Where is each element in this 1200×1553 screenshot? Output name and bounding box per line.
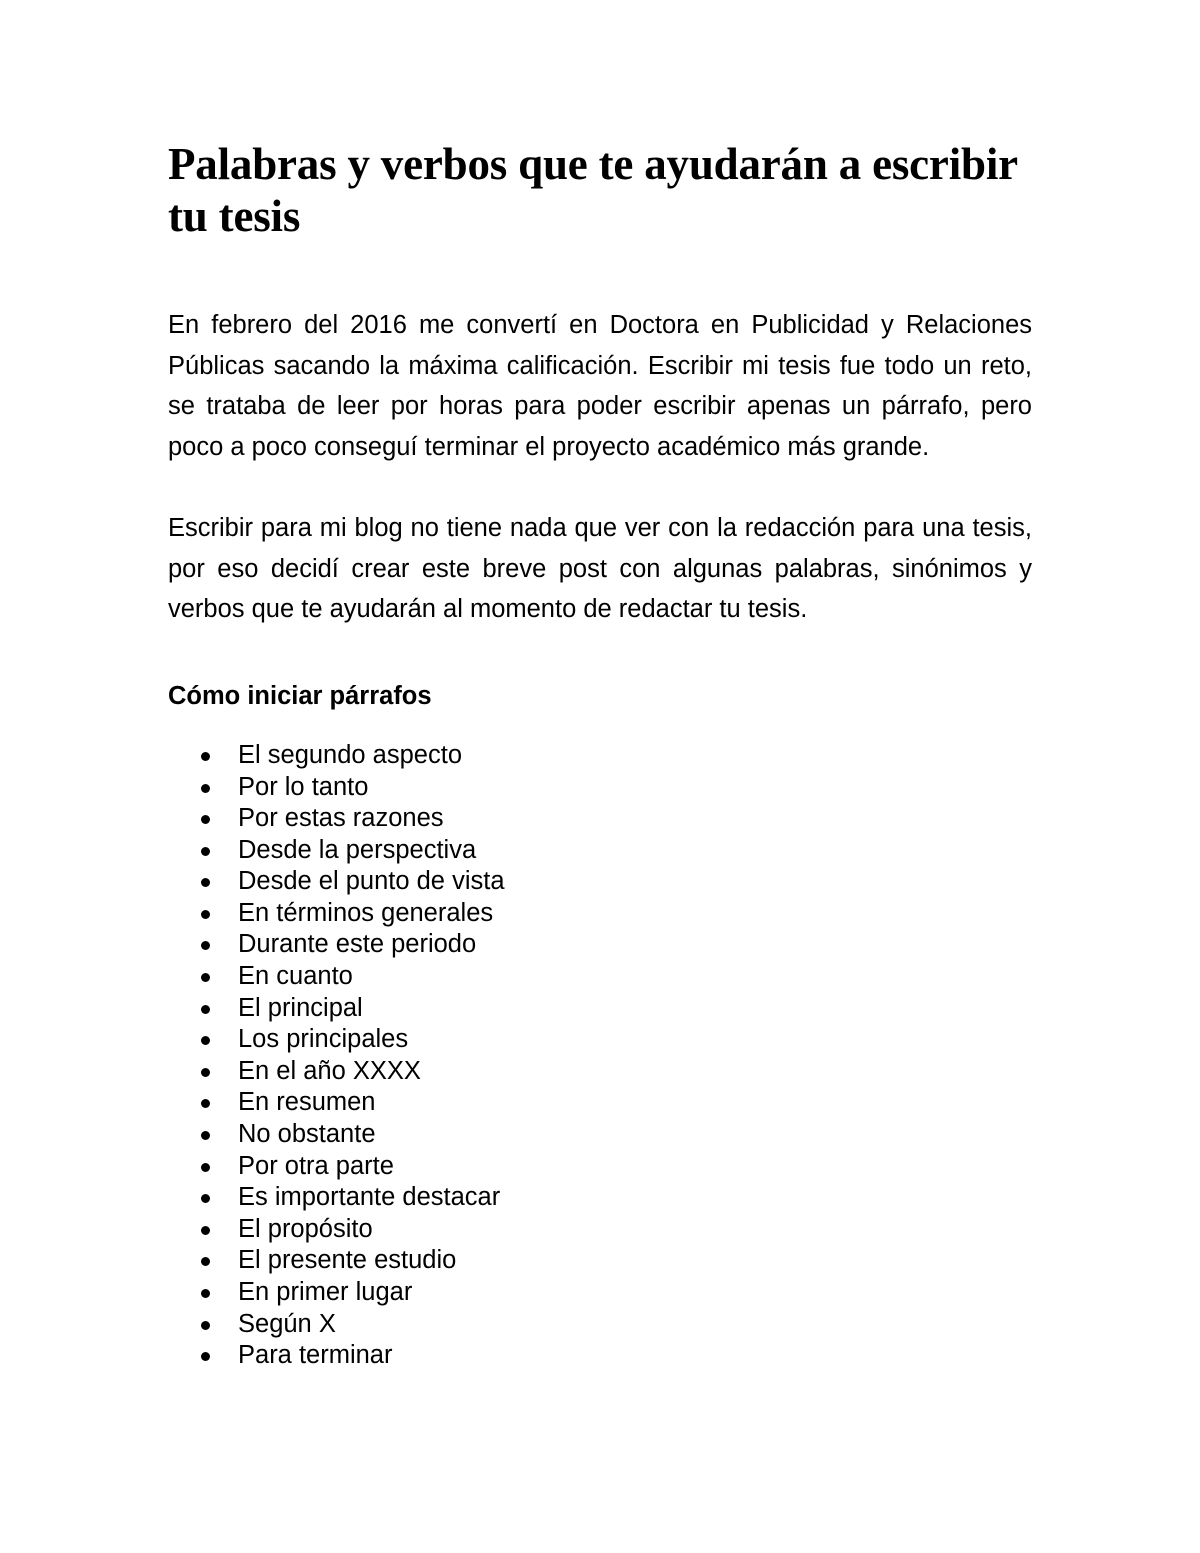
list-item	[168, 772, 1032, 804]
list-item-text: En cuanto	[238, 962, 353, 991]
list-item-text: En el año XXXX	[238, 1056, 421, 1085]
list-item-text: Por lo tanto	[238, 772, 369, 801]
phrase-list	[168, 740, 1032, 1372]
bullet-icon	[201, 973, 210, 982]
list-item-text: Para terminar	[238, 1341, 393, 1370]
bullet-icon	[201, 1131, 210, 1140]
bullet-icon	[201, 1226, 210, 1235]
list-item-text: Según X	[238, 1309, 336, 1338]
list-item-text: El propósito	[238, 1214, 373, 1243]
bullet-icon	[201, 910, 210, 919]
list-item	[168, 1245, 1032, 1277]
list-item	[168, 993, 1032, 1025]
bullet-icon	[201, 1005, 210, 1014]
list-item	[168, 740, 1032, 772]
bullet-icon	[201, 1321, 210, 1330]
list-item	[168, 1182, 1032, 1214]
list-item-text: Desde el punto de vista	[238, 867, 505, 896]
list-item	[168, 1340, 1032, 1372]
list-item-text: Desde la perspectiva	[238, 835, 477, 864]
list-item	[168, 803, 1032, 835]
bullet-icon	[201, 815, 210, 824]
list-item	[168, 835, 1032, 867]
document-title: Palabras y verbos que te ayudarán a escribir tu tesis	[168, 139, 1018, 241]
bullet-icon	[201, 784, 210, 793]
bullet-icon	[201, 1257, 210, 1266]
bullet-icon	[201, 1352, 210, 1361]
bullet-icon	[201, 941, 210, 950]
purpose-paragraph: Escribir para mi blog no tiene nada que ver con la redacción para una tesis, por eso decidí crear este breve post con algunas palabras, sinónimos y verbos que te ayudarán al momento de redactar tu tesis.	[168, 513, 1032, 624]
list-item	[168, 1056, 1032, 1088]
list-item	[168, 1214, 1032, 1246]
list-item	[168, 1151, 1032, 1183]
bullet-icon	[201, 1194, 210, 1203]
bullet-icon	[201, 878, 210, 887]
list-item	[168, 1024, 1032, 1056]
bullet-icon	[201, 1036, 210, 1045]
bullet-icon	[201, 1099, 210, 1108]
bullet-icon	[201, 1068, 210, 1077]
bullet-icon	[201, 847, 210, 856]
bullet-icon	[201, 1289, 210, 1298]
list-item-text: Por estas razones	[238, 804, 444, 833]
list-item-text: No obstante	[238, 1120, 376, 1149]
list-item	[168, 929, 1032, 961]
list-item	[168, 1309, 1032, 1341]
list-item-text: El presente estudio	[238, 1246, 457, 1275]
intro-paragraph: En febrero del 2016 me convertí en Doctora en Publicidad y Relaciones Públicas sacando la máxima calificación. Escribir mi tesis fue todo un reto, se trataba de leer por horas para poder escribir apenas un párrafo, pero poco a poco conseguí terminar el proyecto académico más grande.	[168, 311, 1032, 462]
list-item-text: Es importante destacar	[238, 1183, 501, 1212]
list-item-text: En resumen	[238, 1088, 376, 1117]
list-item	[168, 898, 1032, 930]
list-item	[168, 866, 1032, 898]
list-item	[168, 1087, 1032, 1119]
list-item	[168, 961, 1032, 993]
list-item-text: Los principales	[238, 1025, 409, 1054]
list-item-text: Por otra parte	[238, 1151, 394, 1180]
section-heading: Cómo iniciar párrafos	[168, 681, 432, 710]
list-item-text: Durante este periodo	[238, 930, 477, 959]
list-item-text: El segundo aspecto	[238, 740, 462, 769]
bullet-icon	[201, 752, 210, 761]
list-item	[168, 1277, 1032, 1309]
list-item-text: El principal	[238, 993, 363, 1022]
document-content	[168, 138, 1032, 1372]
list-item-text: En primer lugar	[238, 1278, 413, 1307]
list-item-text: En términos generales	[238, 898, 494, 927]
list-item	[168, 1119, 1032, 1151]
bullet-icon	[201, 1163, 210, 1172]
